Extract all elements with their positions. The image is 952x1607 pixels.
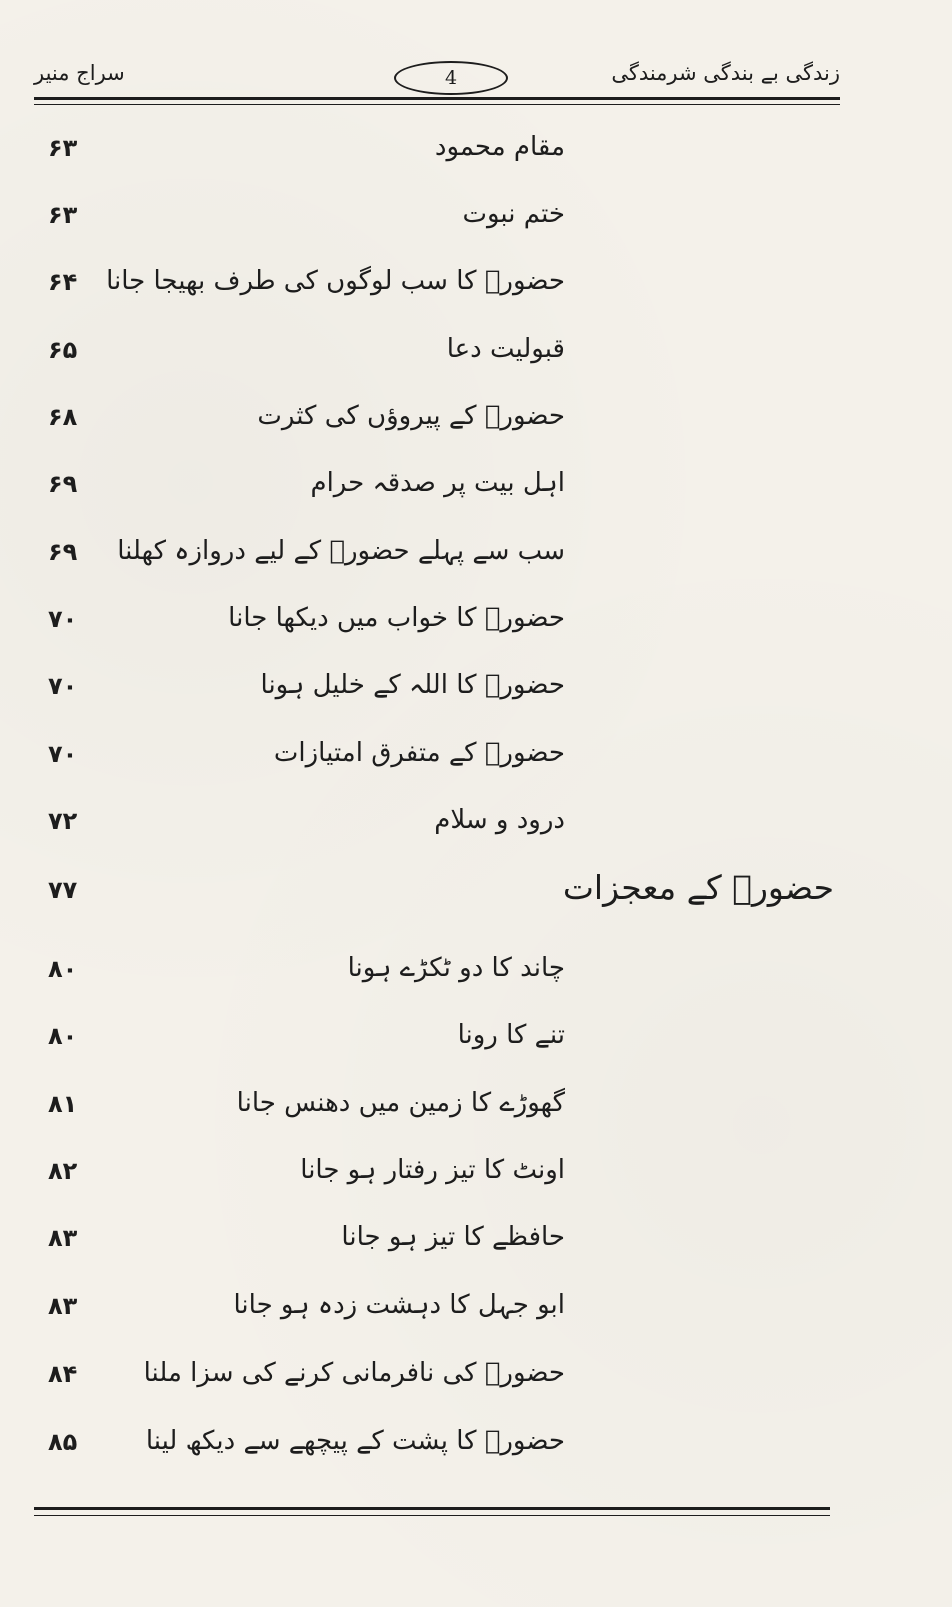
toc-row <box>0 191 952 241</box>
toc-entry-title: حضورؐ کا سب لوگوں کی طرف بھیجا جانا <box>106 266 565 296</box>
toc-row <box>0 124 952 174</box>
toc-section-row <box>0 866 952 922</box>
toc-entry-page: ۸۰ <box>48 955 78 983</box>
toc-entry-title: قبولیت دعا <box>446 334 565 364</box>
toc-entry-page: ۶۳ <box>48 201 78 229</box>
toc-entry-page: ۸۳ <box>48 1292 78 1320</box>
header-rule <box>34 97 840 100</box>
toc-entry-page: ۸۵ <box>48 1428 78 1456</box>
toc-row <box>0 258 952 308</box>
toc-row <box>0 797 952 847</box>
header-book-title: سراج منیر <box>34 61 125 85</box>
toc-entry-title: چاند کا دو ٹکڑے ہونا <box>347 953 565 983</box>
toc-row <box>0 945 952 995</box>
toc-entry-page: ۶۹ <box>48 470 78 498</box>
toc-row <box>0 730 952 780</box>
toc-row <box>0 595 952 645</box>
toc-entry-title: حافظے کا تیز ہو جانا <box>341 1222 565 1252</box>
page-number-badge: 4 <box>394 61 508 95</box>
toc-section-page: ۷۷ <box>48 876 78 904</box>
toc-row <box>0 662 952 712</box>
toc-entry-page: ۷۰ <box>48 740 78 768</box>
toc-entry-title: تنے کا رونا <box>457 1020 565 1050</box>
toc-entry-title: اونٹ کا تیز رفتار ہو جانا <box>300 1155 565 1185</box>
toc-entry-title: حضورؐ کا اللہ کے خلیل ہونا <box>260 670 565 700</box>
toc-entry-page: ۶۴ <box>48 268 78 296</box>
toc-entry-page: ۸۲ <box>48 1157 78 1185</box>
toc-entry-page: ۶۹ <box>48 538 78 566</box>
toc-entry-title: اہل بیت پر صدقہ حرام <box>310 468 565 498</box>
toc-entry-page: ۸۰ <box>48 1022 78 1050</box>
toc-entry-title: حضورؐ کا خواب میں دیکھا جانا <box>228 603 565 633</box>
toc-entry-title: سب سے پہلے حضورؐ کے لیے دروازہ کھلنا <box>117 536 565 566</box>
toc-entry-title: ختم نبوت <box>462 199 565 229</box>
toc-entry-page: ۸۳ <box>48 1224 78 1252</box>
toc-entry-page: ۶۳ <box>48 134 78 162</box>
toc-row <box>0 1214 952 1264</box>
toc-entry-page: ۸۴ <box>48 1360 78 1388</box>
toc-entry-title: درود و سلام <box>434 805 565 835</box>
toc-entry-title: گھوڑے کا زمین میں دھنس جانا <box>236 1088 565 1118</box>
toc-entry-page: ۷۰ <box>48 605 78 633</box>
page-header <box>34 55 840 103</box>
header-chapter-title: زندگی بے بندگی شرمندگی <box>611 61 840 85</box>
toc-row <box>0 326 952 376</box>
footer-rule-thin <box>34 1515 830 1516</box>
footer-rule <box>34 1507 830 1510</box>
toc-row <box>0 1418 952 1468</box>
toc-entry-title: ابو جہل کا دہشت زدہ ہو جانا <box>233 1290 565 1320</box>
toc-entry-title: حضورؐ کا پشت کے پیچھے سے دیکھ لینا <box>145 1426 565 1456</box>
toc-entry-page: ۸۱ <box>48 1090 78 1118</box>
toc-entry-title: مقام محمود <box>434 132 565 162</box>
toc-row <box>0 460 952 510</box>
toc-row <box>0 528 952 578</box>
toc-row <box>0 1350 952 1400</box>
toc-section-title: حضورؐ کے معجزات <box>562 868 834 907</box>
toc-row <box>0 1147 952 1197</box>
toc-row <box>0 1282 952 1332</box>
toc-entry-page: ۷۰ <box>48 672 78 700</box>
toc-entry-page: ۶۵ <box>48 336 78 364</box>
toc-row <box>0 393 952 443</box>
toc-entry-title: حضورؐ کی نافرمانی کرنے کی سزا ملنا <box>143 1358 565 1388</box>
toc-entry-title: حضورؐ کے متفرق امتیازات <box>273 738 565 768</box>
toc-row <box>0 1012 952 1062</box>
toc-entry-page: ۷۲ <box>48 807 78 835</box>
toc-entry-title: حضورؐ کے پیروؤں کی کثرت <box>257 401 565 431</box>
header-rule-thin <box>34 104 840 105</box>
toc-row <box>0 1080 952 1130</box>
toc-entry-page: ۶۸ <box>48 403 78 431</box>
